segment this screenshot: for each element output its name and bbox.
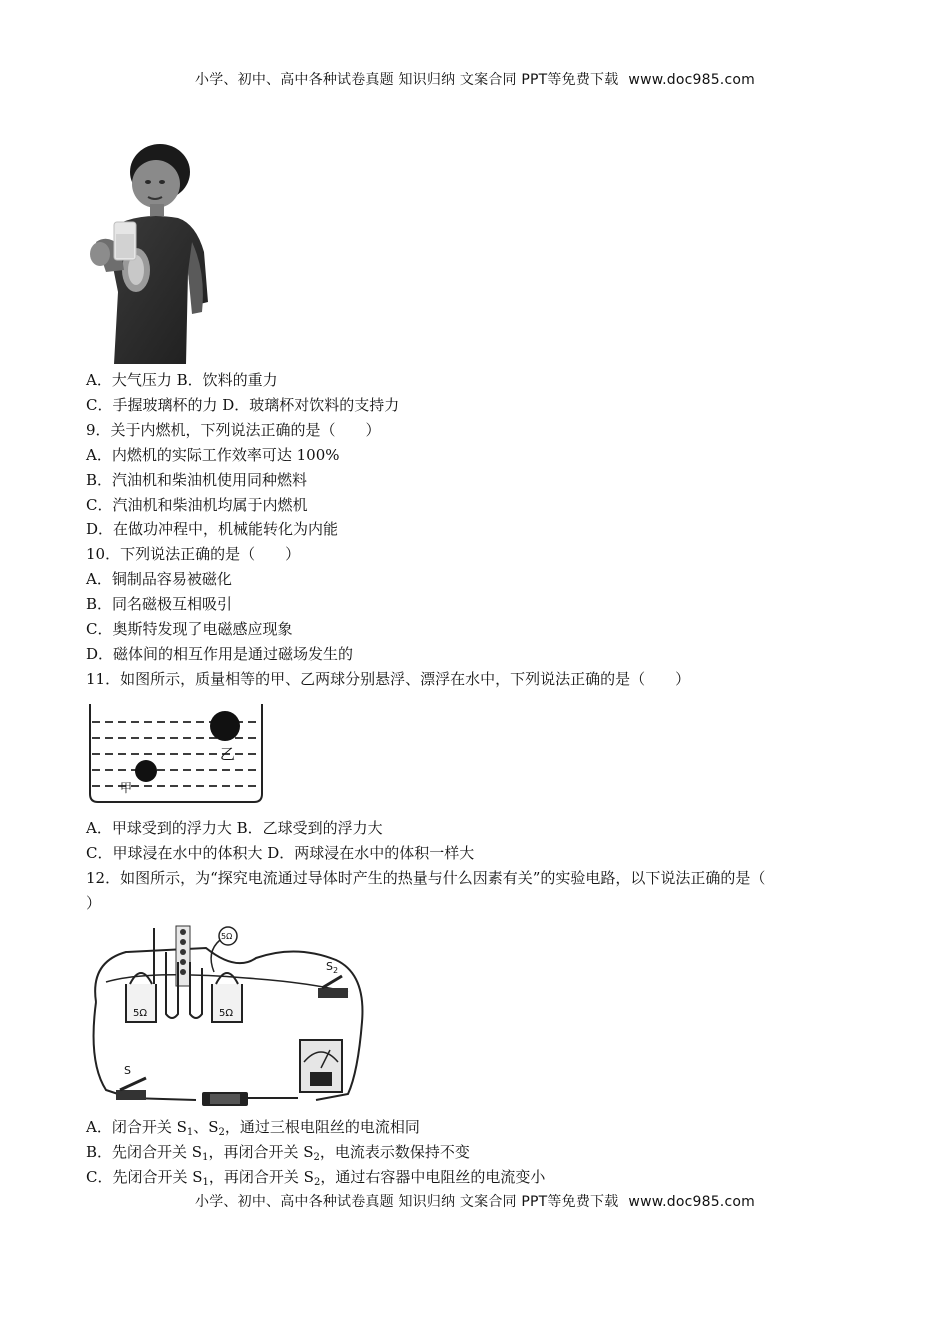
- heating-circuit-figure: [86, 922, 368, 1112]
- q10-option-d: D．磁体间的相互作用是通过磁场发生的: [86, 645, 354, 663]
- header-site: www.doc985.com: [628, 72, 755, 88]
- q8-options-cd: C．手握玻璃杯的力 D．玻璃杯对饮料的支持力: [86, 396, 400, 414]
- header-text: 小学、初中、高中各种试卷真题 知识归纳 文案合同 PPT等免费下载: [195, 72, 619, 88]
- q12-stem-line1: 12．如图所示，为“探究电流通过导体时产生的热量与什么因素有关”的实验电路，以下说法正确的是（: [86, 869, 766, 887]
- ball-yi: [210, 711, 240, 741]
- q11-stem: 11．如图所示，质量相等的甲、乙两球分别悬浮、漂浮在水中，下列说法正确的是（ ）: [86, 670, 691, 688]
- switch-s2-label: $S_2$: [326, 960, 339, 975]
- q11-options-ab: A．甲球受到的浮力大 B．乙球受到的浮力大: [86, 819, 383, 837]
- q12-option-b: B．先闭合开关 $S_1$，再闭合开关 $S_2$，电流表示数保持不变: [86, 1143, 470, 1163]
- ball-jia: [135, 760, 157, 782]
- boy-holding-cup-figure: [88, 142, 210, 364]
- q9-option-a: A．内燃机的实际工作效率可达 100%: [86, 446, 340, 464]
- q12-option-c: C．先闭合开关 $S_1$，再闭合开关 $S_2$，通过右容器中电阻丝的电流变小: [86, 1168, 546, 1188]
- q10-option-c: C．奥斯特发现了电磁感应现象: [86, 620, 293, 638]
- q9-option-d: D．在做功冲程中，机械能转化为内能: [86, 520, 339, 538]
- switch-s-label: S: [124, 1064, 131, 1077]
- label-jia: 甲: [120, 781, 133, 795]
- q10-stem: 10．下列说法正确的是（ ）: [86, 545, 301, 563]
- resistor-left-label: 5Ω: [133, 1008, 148, 1019]
- q12-stem-line2: ）: [86, 894, 102, 912]
- page-header: [0, 69, 950, 89]
- q9-stem: 9．关于内燃机，下列说法正确的是（ ）: [86, 421, 381, 439]
- label-yi: 乙: [220, 745, 236, 763]
- footer-site: www.doc985.com: [628, 1194, 755, 1210]
- footer-text: 小学、初中、高中各种试卷真题 知识归纳 文案合同 PPT等免费下载: [195, 1194, 619, 1210]
- q12-option-a: A．闭合开关 $S_1$、$S_2$，通过三根电阻丝的电流相同: [86, 1118, 420, 1138]
- resistor-top-label: 5Ω: [221, 932, 233, 941]
- q8-options-ab: A．大气压力 B．饮料的重力: [86, 371, 278, 389]
- q10-option-b: B．同名磁极互相吸引: [86, 595, 233, 613]
- buoyancy-container-figure: [86, 700, 266, 806]
- q9-option-b: B．汽油机和柴油机使用同种燃料: [86, 471, 308, 489]
- q11-options-cd: C．甲球浸在水中的体积大 D．两球浸在水中的体积一样大: [86, 844, 475, 862]
- page-footer: [0, 1191, 950, 1211]
- resistor-right-label: 5Ω: [219, 1008, 234, 1019]
- q9-option-c: C．汽油机和柴油机均属于内燃机: [86, 496, 308, 514]
- q10-option-a: A．铜制品容易被磁化: [86, 570, 232, 588]
